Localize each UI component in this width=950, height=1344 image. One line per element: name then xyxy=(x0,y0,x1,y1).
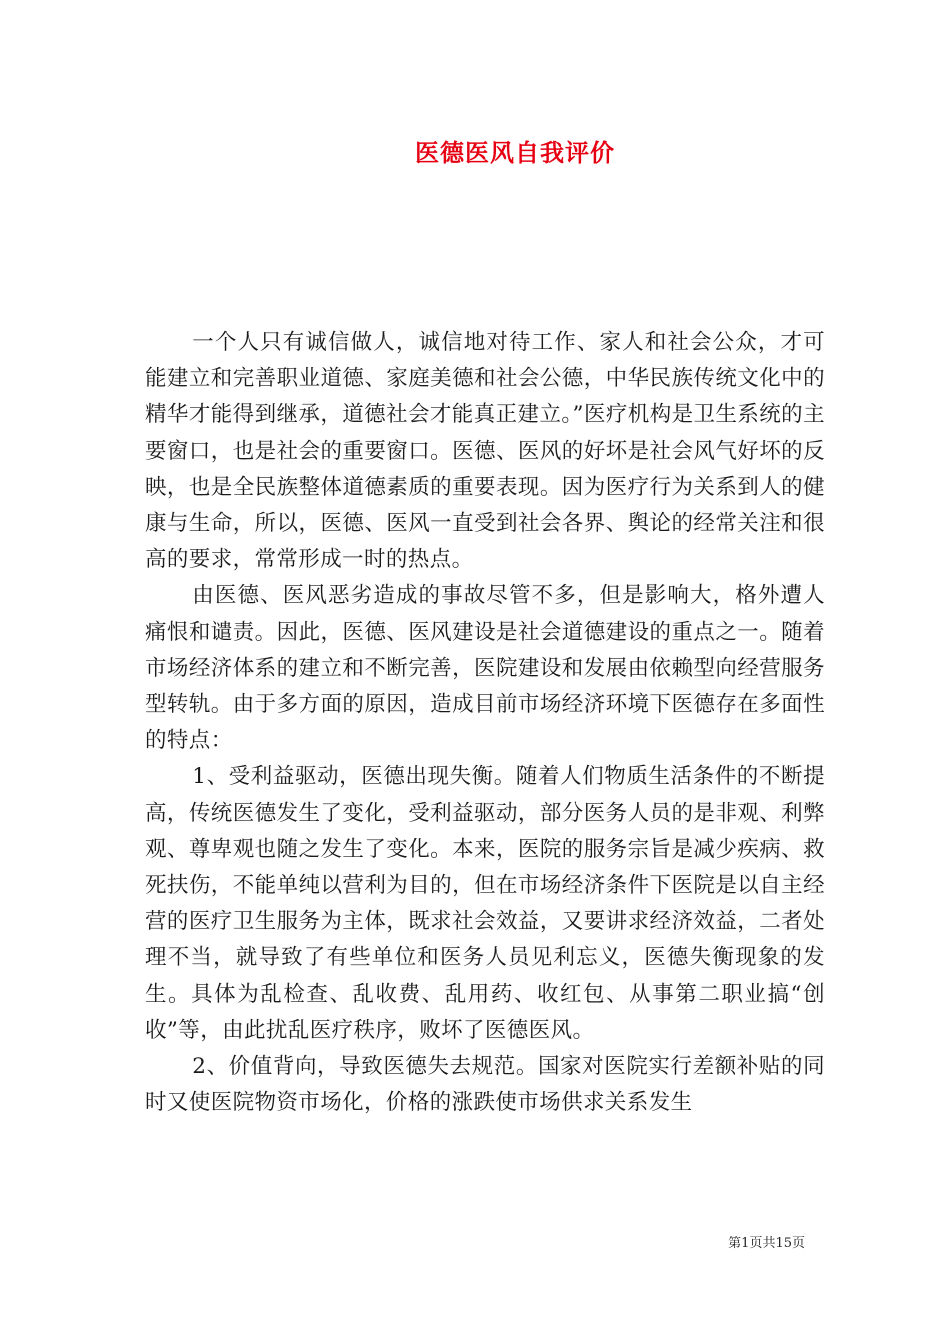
document-body xyxy=(145,325,825,1121)
document-title: 医德医风自我评价 xyxy=(415,138,615,167)
paragraph-4: 2、价值背向，导致医德失去规范。国家对医院实行差额补贴的同时又使医院物资市场化，价格的涨跌使市场供求关系发生 xyxy=(145,1054,825,1116)
page-number-footer: 第1页共15页 xyxy=(728,1236,805,1251)
paragraph-3: 1、受利益驱动，医德出现失衡。随着人们物质生活条件的不断提高，传统医德发生了变化，受利益驱动，部分医务人员的是非观、利弊观、尊卑观也随之发生了变化。本来，医院的服务宗旨是减少疾病、救死扶伤，不能单纯以营利为目的，但在市场经济条件下医院是以自主经营的医疗卫生服务为主体，既求社会效益，又要讲求经济效益，二者处理不当，就导致了有些单位和医务人员见利忘义，医德失衡现象的发生。具体为乱检查、乱收费、乱用药、收红包、从事第二职业搞“创收”等，由此扰乱医疗秩序，败坏了医德医风。 xyxy=(145,764,825,1043)
paragraph-1: 一个人只有诚信做人，诚信地对待工作、家人和社会公众，才可能建立和完善职业道德、家庭美德和社会公德，中华民族传统文化中的精华才能得到继承，道德社会才能真正建立。”医疗机构是卫生系统的主要窗口，也是社会的重要窗口。医德、医风的好坏是社会风气好坏的反映，也是全民族整体道德素质的重要表现。因为医疗行为关系到人的健康与生命，所以，医德、医风一直受到社会各界、舆论的经常关注和很高的要求，常常形成一时的热点。 xyxy=(145,330,825,573)
paragraph-2: 由医德、医风恶劣造成的事故尽管不多，但是影响大，格外遭人痛恨和谴责。因此，医德、医风建设是社会道德建设的重点之一。随着市场经济体系的建立和不断完善，医院建设和发展由依赖型向经营服务型转轨。由于多方面的原因，造成目前市场经济环境下医德存在多面性的特点： xyxy=(145,583,825,754)
